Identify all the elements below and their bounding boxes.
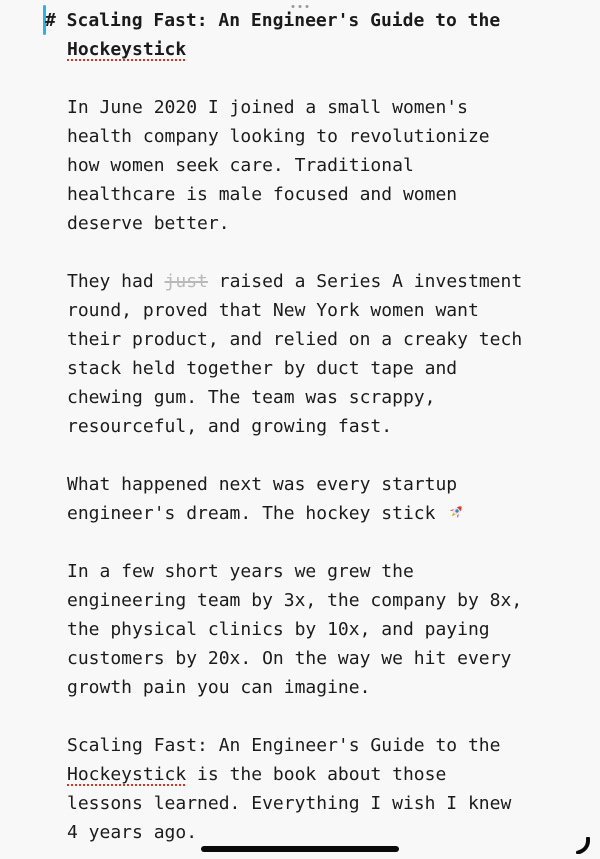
text-line[interactable]: [67, 325, 545, 354]
text-segment[interactable]: # Scaling Fast: An Engineer's Guide to the: [45, 10, 501, 31]
text-segment[interactable]: growth pain you can imagine.: [67, 677, 371, 698]
text-line[interactable]: [67, 354, 545, 383]
text-line[interactable]: [67, 151, 545, 180]
text-line[interactable]: [67, 470, 545, 499]
heading[interactable]: [45, 6, 545, 64]
paragraph-3[interactable]: [67, 470, 545, 528]
text-segment[interactable]: In June 2020 I joined a small women's: [67, 97, 468, 118]
text-segment[interactable]: their product, and relied on a creaky tech: [67, 329, 523, 350]
text-line[interactable]: [67, 557, 545, 586]
home-indicator[interactable]: [201, 846, 399, 852]
text-line[interactable]: [67, 818, 545, 847]
document-editor[interactable]: [45, 6, 545, 847]
text-segment[interactable]: 4 years ago.: [67, 822, 198, 843]
text-line[interactable]: [67, 209, 545, 238]
text-segment[interactable]: is the book about those: [186, 764, 447, 785]
text-line[interactable]: [67, 731, 545, 760]
text-line[interactable]: [67, 180, 545, 209]
text-segment[interactable]: the physical clinics by 10x, and paying: [67, 619, 490, 640]
text-segment[interactable]: What happened next was every startup: [67, 474, 458, 495]
text-segment[interactable]: how women seek care. Traditional: [67, 155, 414, 176]
text-segment[interactable]: just: [164, 271, 208, 292]
paragraph-1[interactable]: [67, 93, 545, 238]
paragraph-4[interactable]: [67, 557, 545, 702]
text-segment[interactable]: health company looking to revolutionize: [67, 126, 490, 147]
text-line[interactable]: [67, 789, 545, 818]
text-line[interactable]: [67, 673, 545, 702]
text-line[interactable]: [67, 615, 545, 644]
text-line[interactable]: [67, 499, 545, 528]
text-line[interactable]: [67, 760, 545, 789]
text-segment[interactable]: They had: [67, 271, 165, 292]
text-segment[interactable]: Hockeystick: [67, 39, 187, 60]
text-line[interactable]: [67, 122, 545, 151]
text-segment[interactable]: chewing gum. The team was scrappy,: [67, 387, 436, 408]
text-segment[interactable]: round, proved that New York women want: [67, 300, 479, 321]
pen-tip-glyph: [576, 837, 590, 854]
text-segment[interactable]: customers by 20x. On the way we hit every: [67, 648, 512, 669]
paragraph-5[interactable]: [67, 731, 545, 847]
text-line[interactable]: [67, 35, 545, 64]
text-line[interactable]: [67, 267, 545, 296]
text-line[interactable]: [45, 6, 545, 35]
text-line[interactable]: [67, 644, 545, 673]
text-segment[interactable]: In a few short years we grew the: [67, 561, 414, 582]
text-segment[interactable]: healthcare is male focused and women: [67, 184, 458, 205]
text-segment[interactable]: engineer's dream. The hockey stick: [67, 503, 447, 524]
text-segment[interactable]: resourceful, and growing fast.: [67, 416, 393, 437]
text-line[interactable]: [67, 383, 545, 412]
text-segment[interactable]: lessons learned. Everything I wish I knew: [67, 793, 512, 814]
text-line[interactable]: [67, 296, 545, 325]
text-segment[interactable]: Hockeystick: [67, 764, 187, 785]
text-segment[interactable]: stack held together by duct tape and: [67, 358, 458, 379]
text-line[interactable]: [67, 412, 545, 441]
text-segment[interactable]: engineering team by 3x, the company by 8x,: [67, 590, 523, 611]
rocket-emoji[interactable]: [446, 499, 465, 528]
text-line[interactable]: [67, 93, 545, 122]
text-segment[interactable]: Scaling Fast: An Engineer's Guide to the: [67, 735, 501, 756]
text-segment[interactable]: raised a Series A investment: [207, 271, 523, 292]
paragraph-2[interactable]: [67, 267, 545, 441]
text-line[interactable]: [67, 586, 545, 615]
text-segment[interactable]: deserve better.: [67, 213, 230, 234]
